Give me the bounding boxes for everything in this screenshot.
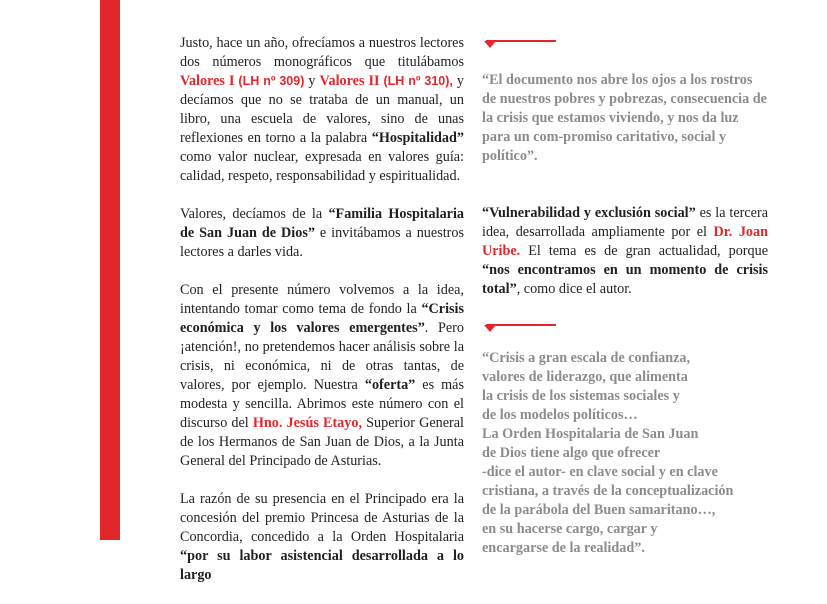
paragraph-1 — [180, 34, 464, 186]
text-run: “Hospitalidad” — [371, 130, 464, 146]
red-margin-bar — [100, 0, 120, 540]
quote-line: encargarse de la realidad”. — [482, 540, 645, 556]
text-run: La razón de su presencia en el Principado era la concesión del premio Princesa de Asturias de la Concordia, concedido a la Orden Hospitalaria — [180, 491, 464, 545]
text-run: , como dice el autor. — [516, 281, 632, 297]
text-run: es la tercera idea, desarrollada ampliamente por el — [482, 205, 768, 240]
marker-triangle-icon — [484, 325, 496, 332]
text-run: (LH nº 310), — [379, 74, 453, 88]
text-run: Hno. Jesús Etayo, — [252, 415, 362, 431]
text-run: como valor nuclear, expresada en valores guía: calidad, respeto, responsabilidad y espiritualidad. — [180, 149, 464, 184]
text-run: “Familia Hospitalaria de San Juan de Dios” — [180, 206, 464, 241]
quote-marker-1 — [482, 38, 768, 48]
paragraph-2 — [180, 205, 464, 262]
quote-marker-2 — [482, 322, 768, 332]
quote-line: la crisis de los sistemas sociales y — [482, 388, 680, 404]
text-run: “Vulnerabilidad y exclusión social” — [482, 205, 696, 221]
text-run: e invitábamos a nuestros lectores a darles vida. — [180, 225, 464, 260]
quote-line: de la parábola del Buen samaritano…, — [482, 502, 716, 518]
text-run: . Pero ¡atención!, no pretendemos hacer análisis sobre la crisis, ni económica, ni de otras tantas, de valores, por ejemplo. Nuestra — [180, 320, 464, 393]
marker-triangle-icon — [484, 41, 496, 48]
paragraph-4 — [180, 490, 464, 585]
right-body-text — [482, 204, 768, 299]
marker-line — [486, 324, 556, 326]
text-run: “nos encontramos en un momento de crisis total” — [482, 262, 768, 297]
quote-line: de Dios tiene algo que ofrecer — [482, 445, 661, 461]
text-run: “por su labor asistencial desarrollada a lo largo — [180, 548, 464, 583]
right-column — [482, 38, 768, 558]
text-run: Superior General de los Hermanos de San Juan de Dios, a la Junta General del Principado de Asturias. — [180, 415, 464, 469]
quote-line: -dice el autor- en clave social y en clave — [482, 464, 718, 480]
text-run: y — [304, 73, 320, 89]
pull-quote-1: “El documento nos abre los ojos a los rostros de nuestros pobres y pobrezas, consecuencia de la crisis que estamos viviendo, y nos da luz para un com-promiso caritativo, social y político”. — [482, 72, 767, 164]
text-run: Con el presente número volvemos a la idea, intentando tomar como tema de fondo la — [180, 282, 464, 317]
left-column — [180, 34, 464, 604]
quote-line: valores de liderazgo, que alimenta — [482, 369, 688, 385]
pull-quote-2 — [482, 349, 768, 558]
quote-line: en su hacerse cargo, cargar y — [482, 521, 658, 537]
paragraph-3 — [180, 281, 464, 471]
text-run: Dr. Joan Uribe. — [482, 224, 768, 259]
text-run: Valores, decíamos de la — [180, 206, 329, 222]
text-run: (LH nº 309) — [234, 74, 305, 88]
text-run: Valores I — [180, 73, 235, 89]
text-run: “oferta” — [364, 377, 416, 393]
text-run: Valores II — [319, 73, 380, 89]
marker-line — [486, 40, 556, 42]
text-run: y decíamos que no se trataba de un manual, un libro, una escuela de valores, sino de unas reflexiones en torno a la palabra — [180, 73, 465, 146]
quote-line: cristiana, a través de la conceptualización — [482, 483, 734, 499]
text-run: es más modesta y sencilla. Abrimos este número con el discurso del — [180, 377, 464, 431]
text-run: Justo, hace un año, ofrecíamos a nuestros lectores dos números monográficos que titulábamos — [180, 35, 464, 70]
text-run: El tema es de gran actualidad, porque — [520, 243, 768, 259]
right-paragraph-1 — [482, 204, 768, 299]
quote-line: La Orden Hospitalaria de San Juan — [482, 426, 699, 442]
quote-line: de los modelos políticos… — [482, 407, 638, 423]
quote-line: “Crisis a gran escala de confianza, — [482, 350, 691, 366]
text-run: “Crisis económica y los valores emergentes” — [180, 301, 464, 336]
